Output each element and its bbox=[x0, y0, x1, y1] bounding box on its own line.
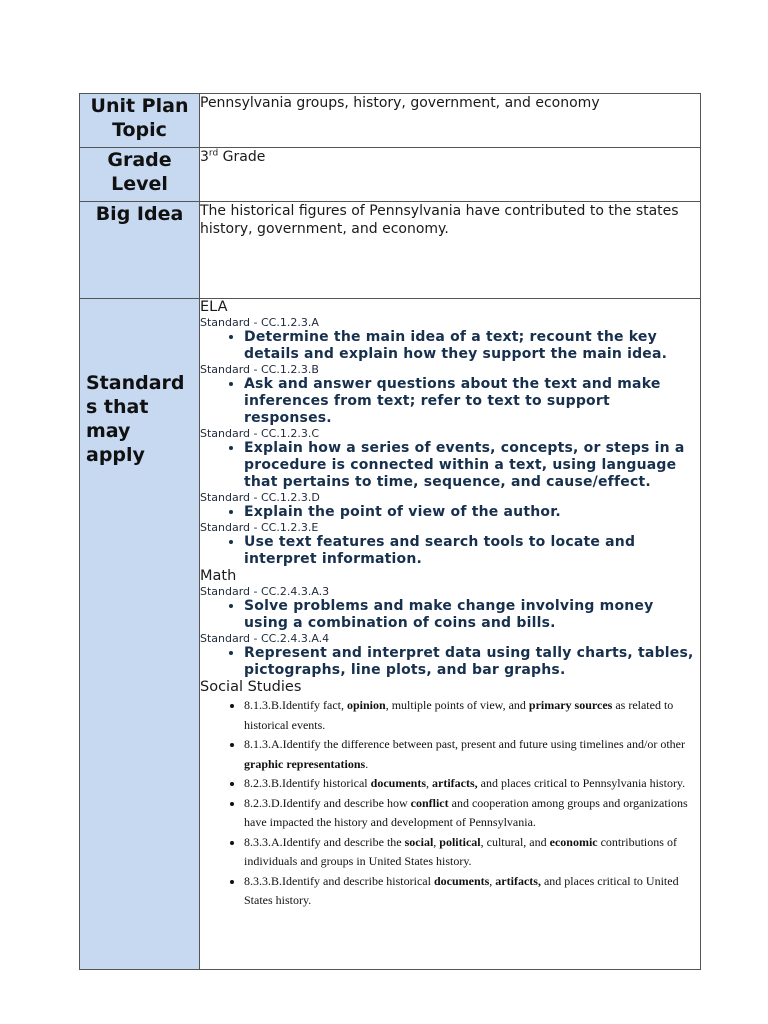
standard-code: Standard - CC.1.2.3.D bbox=[200, 491, 320, 504]
standard-code: Standard - CC.1.2.3.B bbox=[200, 363, 319, 376]
social-standard-item: • 8.3.3.A.Identify and describe the social, political, cultural, and economic contributions of individuals and groups in United States history. bbox=[244, 833, 700, 872]
standards-label-text: Standards that may apply bbox=[86, 372, 185, 466]
grade-level-value bbox=[200, 148, 701, 202]
standard-code: Standard - CC.1.2.3.E bbox=[200, 521, 319, 534]
standards-content bbox=[200, 299, 701, 970]
standard-description: • Explain how a series of events, concepts, or steps in a procedure is connected within a text, using language that pertains to time, sequence, and cause/effect. bbox=[244, 440, 700, 491]
standard-code: Standard - CC.1.2.3.C bbox=[200, 427, 320, 440]
grade-ordinal-suffix: rd bbox=[208, 148, 219, 159]
ela-heading: ELA bbox=[200, 299, 228, 315]
social-standard-item: • 8.2.3.D.Identify and describe how conflict and cooperation among groups and organizations have impacted the history and development of Pennsylvania. bbox=[244, 794, 700, 833]
grade-level-label: Grade Level bbox=[80, 148, 200, 202]
standard-description: • Determine the main idea of a text; recount the key details and explain how they support the main idea. bbox=[244, 329, 700, 363]
standard-description: • Use text features and search tools to locate and interpret information. bbox=[244, 534, 700, 568]
standards-label bbox=[80, 299, 200, 970]
standard-description: • Solve problems and make change involving money using a combination of coins and bills. bbox=[244, 598, 700, 632]
standard-code: Standard - CC.2.4.3.A.3 bbox=[200, 585, 330, 598]
standard-description: • Represent and interpret data using tally charts, tables, pictographs, line plots, and bar graphs. bbox=[244, 645, 700, 679]
grade-word: Grade bbox=[218, 149, 266, 165]
social-standard-item: • 8.1.3.B.Identify fact, opinion, multiple points of view, and primary sources as related to historical events. bbox=[244, 696, 700, 735]
standard-code: Standard - CC.2.4.3.A.4 bbox=[200, 632, 330, 645]
social-studies-heading: Social Studies bbox=[200, 679, 302, 695]
grade-number: 3 bbox=[200, 149, 209, 165]
social-standard-item: • 8.2.3.B.Identify historical documents, artifacts, and places critical to Pennsylvania history. bbox=[244, 774, 700, 794]
big-idea-value: The historical figures of Pennsylvania have contributed to the states history, government, and economy. bbox=[200, 202, 701, 299]
standard-description: • Ask and answer questions about the text and make inferences from text; refer to text to support responses. bbox=[244, 376, 700, 427]
big-idea-label: Big Idea bbox=[80, 202, 200, 299]
unit-plan-topic-value: Pennsylvania groups, history, government, and economy bbox=[200, 94, 701, 148]
standard-description: • Explain the point of view of the author. bbox=[244, 504, 700, 521]
standard-code: Standard - CC.1.2.3.A bbox=[200, 316, 319, 329]
unit-plan-table bbox=[79, 93, 701, 970]
math-heading: Math bbox=[200, 568, 237, 584]
social-standard-item: • 8.3.3.B.Identify and describe historical documents, artifacts, and places critical to United States history. bbox=[244, 872, 700, 911]
social-standard-item: • 8.1.3.A.Identify the difference between past, present and future using timelines and/or other graphic representations. bbox=[244, 735, 700, 774]
unit-plan-topic-label: Unit Plan Topic bbox=[80, 94, 200, 148]
